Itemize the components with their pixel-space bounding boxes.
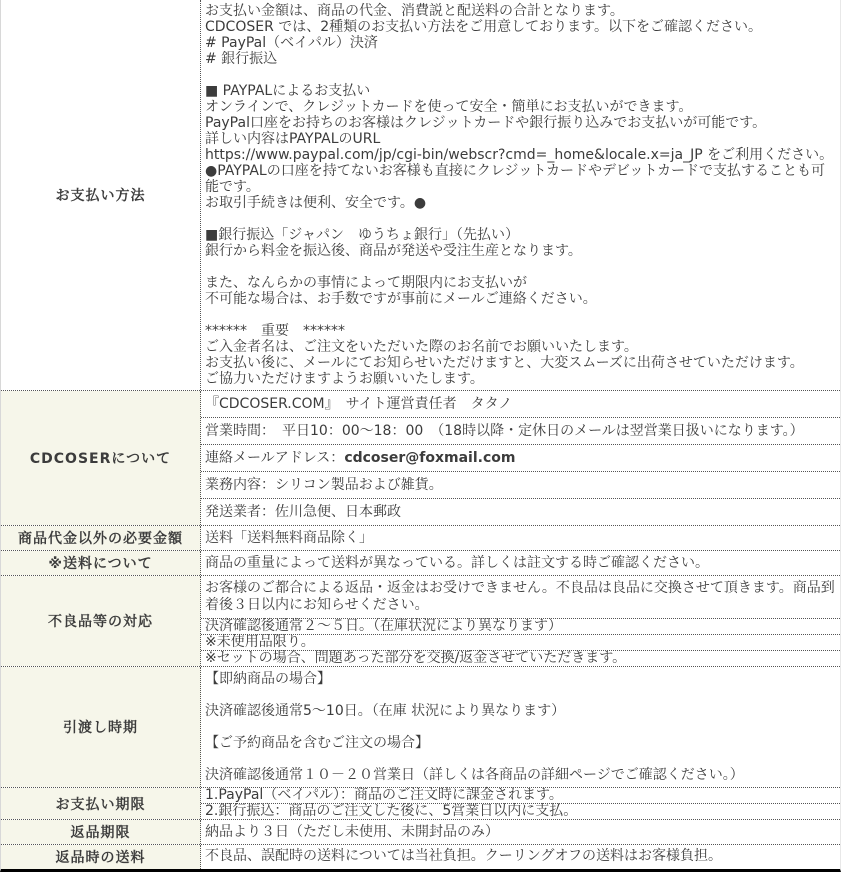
content-subrow xyxy=(201,820,840,844)
content-subrow xyxy=(201,526,840,550)
content-line: お支払い金額は、商品の代金、消費説と配送料の合計となります。 xyxy=(205,3,624,19)
table-row-return-period xyxy=(1,819,840,844)
content-line: 業務内容：シリコン製品および雑貨。 xyxy=(205,477,443,493)
content-line xyxy=(205,211,836,227)
content-line: 送料「送料無料商品除く」 xyxy=(205,530,373,546)
table-row-extra-fees xyxy=(1,525,840,550)
content-subrow xyxy=(201,618,840,634)
content-line: 不良品、誤配時の送料については当社負担。クーリングオフの送料はお客様負担。 xyxy=(205,848,723,864)
email-label: 連絡メールアドレス： xyxy=(205,450,345,466)
content-subrow xyxy=(201,576,840,618)
content-subrow xyxy=(201,471,840,498)
content-line: PayPal口座をお持ちのお客様はクレジットカードや銀行振り込みでお支払いが可能です。 xyxy=(205,115,767,131)
row-label-payment-method: お支払い方法 xyxy=(1,0,201,390)
content-line: 営業時間： 平日10：00～18：00 （18時以降・定休日のメールは翌営業日扱いになります。） xyxy=(205,423,804,439)
row-content-deadline xyxy=(201,788,840,819)
content-subrow xyxy=(201,650,840,666)
content-line xyxy=(205,67,836,83)
content-line: ご協力いただけますようお願いいたします。 xyxy=(205,371,484,387)
row-content-shipping-note xyxy=(201,551,840,575)
content-line: 銀行から料金を振込後、商品が発送や受注生産となります。 xyxy=(205,243,582,259)
table-row-shipping-note xyxy=(1,550,840,575)
table-row-about-cdcoser xyxy=(1,390,840,525)
content-subrow xyxy=(201,667,840,787)
row-label-return-shipping: 返品時の送料 xyxy=(1,845,201,869)
content-line: CDCOSER では、2種類のお支払い方法をご用意しております。以下をご確認ください。 xyxy=(205,19,763,35)
table-row-defective xyxy=(1,575,840,666)
content-line: お支払い後に、メールにてお知らせいただけますと、大変スムーズに出荷させていただけます。 xyxy=(205,355,804,371)
row-label-shipping-note: ※送料について xyxy=(1,551,201,575)
content-line: 納品より３日（ただし未使用、未開封品のみ） xyxy=(205,824,499,840)
content-line: 不可能な場合は、お手数ですが事前にメールご連絡ください。 xyxy=(205,291,597,307)
table-row-deadline xyxy=(1,787,840,819)
content-line: ****** 重要 ****** xyxy=(205,323,345,339)
content-line: 【即納商品の場合】 xyxy=(205,671,331,687)
row-label-deadline: お支払い期限 xyxy=(1,788,201,819)
content-subrow xyxy=(201,498,840,525)
content-line: # PayPal（ベイパル）決済 xyxy=(205,35,378,51)
row-content-extra-fees xyxy=(201,526,840,550)
content-line: https://www.paypal.com/jp/cgi-bin/webscr?cmd=_home&locale.x=ja_JP をご利用ください。 xyxy=(205,147,834,163)
content-line: ご入金者名は、ご注文をいただいた際のお名前でお願いいたします。 xyxy=(205,339,638,355)
content-line: ※セットの場合、問題あった部分を交換/返金させていただきます。 xyxy=(205,650,627,666)
content-line: 詳しい内容はPAYPALのURL xyxy=(205,131,381,147)
row-content-about-cdcoser xyxy=(201,391,840,525)
content-line: 決済確認後通常２～５日。（在庫状況により異なります） xyxy=(205,618,562,634)
content-line xyxy=(205,719,836,735)
content-line xyxy=(205,450,836,466)
row-label-delivery: 引渡し時期 xyxy=(1,667,201,787)
row-content-return-period xyxy=(201,820,840,844)
content-line: ●PAYPALの口座を持てないお客様も直接にクレジットカードやデビットカードで支払することも可能です。 xyxy=(205,163,825,195)
content-subrow xyxy=(201,444,840,471)
content-line xyxy=(205,751,836,767)
table-row-payment-method xyxy=(1,0,840,390)
content-line: 2.銀行振込：商品のご注文した後に、5営業日以内に支払。 xyxy=(205,803,578,819)
content-line: 1.PayPal（ベイパル）：商品のご注文時に課金されます。 xyxy=(205,787,563,803)
content-subrow xyxy=(201,845,840,867)
content-line: 発送業者：佐川急便、日本郵政 xyxy=(205,504,401,520)
content-subrow xyxy=(201,803,840,819)
content-subrow xyxy=(201,0,840,390)
content-line: お取引手続きは便利、安全です。● xyxy=(205,195,427,211)
row-content-delivery xyxy=(201,667,840,787)
content-subrow xyxy=(201,391,840,417)
content-line xyxy=(205,307,836,323)
content-line: オンラインで、クレジットカードを使って安全・簡単にお支払いができます。 xyxy=(205,99,693,115)
content-subrow xyxy=(201,551,840,575)
content-line: お客様のご都合による返品・返金はお受けできません。不良品は良品に交換させて頂きます。商品到着後３日以内にお知らせください。 xyxy=(205,580,835,613)
row-label-defective: 不良品等の対応 xyxy=(1,576,201,666)
content-line xyxy=(205,259,836,275)
email-address: cdcoser@foxmail.com xyxy=(344,450,516,466)
content-line: 【ご予約商品を含むご注文の場合】 xyxy=(205,735,429,751)
content-line: 『CDCOSER.COM』 サイト運営責任者 タタノ xyxy=(205,396,513,412)
table-row-return-shipping xyxy=(1,844,840,869)
content-line: ■ PAYPALによるお支払い xyxy=(205,83,371,99)
content-line: ※未使用品限り。 xyxy=(205,634,315,650)
row-label-extra-fees: 商品代金以外の必要金額 xyxy=(1,526,201,550)
content-subrow xyxy=(201,634,840,650)
content-line: ■銀行振込「ジャパン ゆうちょ銀行」（先払い） xyxy=(205,227,519,243)
content-line: 決済確認後通常5～10日。（在庫 状況により異なります） xyxy=(205,703,566,719)
content-subrow xyxy=(201,417,840,444)
content-line: # 銀行振込 xyxy=(205,51,278,67)
row-label-about-cdcoser: CDCOSERについて xyxy=(1,391,201,525)
content-line xyxy=(205,687,836,703)
row-content-return-shipping xyxy=(201,845,840,869)
content-line: 決済確認後通常１０－２０営業日（詳しくは各商品の詳細ページでご確認ください。） xyxy=(205,767,744,783)
content-subrow xyxy=(201,788,840,803)
row-label-return-period: 返品期限 xyxy=(1,820,201,844)
content-line: 商品の重量によって送料が異なっている。詳しくは註文する時ご確認ください。 xyxy=(205,555,709,571)
row-content-defective xyxy=(201,576,840,666)
row-content-payment-method xyxy=(201,0,840,390)
content-line: また、なんらかの事情によって期限内にお支払いが xyxy=(205,275,527,291)
table-row-delivery xyxy=(1,666,840,787)
